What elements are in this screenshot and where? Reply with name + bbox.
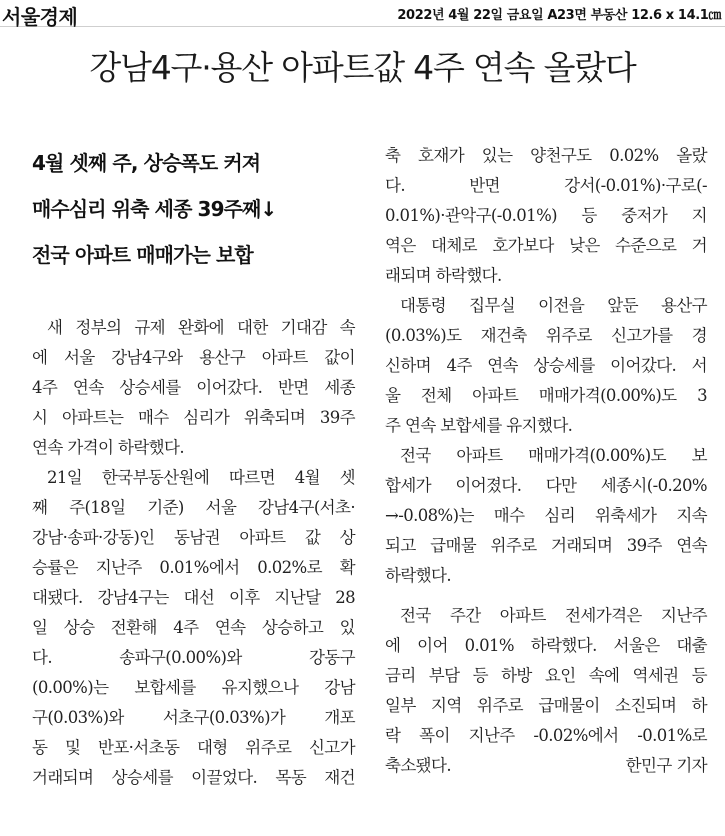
body-line: (0.00%)는 보합세를 유지했으나 강남: [32, 678, 355, 697]
body-line: 에 서울 강남4구와 용산구 아파트 값이: [32, 348, 355, 367]
body-line: 금리 부담 등 하방 요인 속에 역세권 등: [385, 666, 707, 685]
body-line: 승률은 지난주 0.01%에서 0.02%로 확: [32, 558, 355, 577]
body-line: 신하며 4주 연속 상승세를 이어갔다. 서: [385, 356, 707, 375]
body-line: 4주 연속 상승세를 이어갔다. 반면 세종: [32, 378, 355, 397]
body-line: 전국 주간 아파트 전세가격은 지난주: [400, 606, 707, 625]
body-line: 강남·송파·강동)인 동남권 아파트 값 상: [32, 528, 355, 547]
body-line: 다. 반면 강서(-0.01%)·구로(-: [385, 176, 707, 195]
body-line: →-0.08%)는 매수 심리 위축세가 지속: [385, 506, 707, 525]
subhead-3: 전국 아파트 매매가는 보합: [32, 243, 253, 267]
body-line: 래되며 하락했다.: [385, 266, 502, 285]
body-line: 새 정부의 규제 완화에 대한 기대감 속: [47, 318, 355, 337]
body-line: 구(0.03%)와 서초구(0.03%)가 개포: [32, 708, 355, 727]
byline: 한민구 기자: [625, 756, 707, 775]
body-line: 동 및 반포·서초동 대형 위주로 신고가: [32, 738, 355, 757]
subhead-1: 4월 셋째 주, 상승폭도 커져: [32, 151, 261, 175]
body-line: 거래되며 상승세를 이끌었다. 목동 재건: [32, 768, 355, 787]
body-line: 되고 급매물 위주로 거래되며 39주 연속: [385, 536, 707, 555]
body-line: 다. 송파구(0.00%)와 강동구: [32, 648, 355, 667]
body-line: 째 주(18일 기준) 서울 강남4구(서초·: [32, 498, 355, 517]
body-line: 락 폭이 지난주 -0.02%에서 -0.01%로: [385, 726, 707, 745]
body-line: 주 연속 보합세를 유지했다.: [385, 416, 573, 435]
body-line: 0.01%)·관악구(-0.01%) 등 중저가 지: [385, 206, 707, 225]
body-line: 합세가 이어졌다. 다만 세종시(-0.20%: [385, 476, 707, 495]
body-line: 울 전체 아파트 매매가격(0.00%)도 3: [385, 386, 707, 405]
body-line: 축소됐다.: [385, 756, 452, 775]
body-line: 에 이어 0.01% 하락했다. 서울은 대출: [385, 636, 707, 655]
body-line: 하락했다.: [385, 566, 452, 585]
body-line: (0.03%)도 재건축 위주로 신고가를 경: [385, 326, 707, 345]
headline: 강남4구·용산 아파트값 4주 연속 올랐다: [89, 48, 636, 87]
body-line: 21일 한국부동산원에 따르면 4월 셋: [47, 468, 355, 487]
publication-info: 2022년 4월 22일 금요일 A23면 부동산 12.6 x 14.1㎝: [397, 8, 721, 23]
body-line: 역은 대체로 호가보다 낮은 수준으로 거: [385, 236, 707, 255]
body-line: 연속 가격이 하락했다.: [32, 438, 184, 457]
body-line: 축 호재가 있는 양천구도 0.02% 올랐: [385, 146, 707, 165]
masthead: [0, 0, 725, 27]
body-line: 대됐다. 강남4구는 대선 이후 지난달 28: [32, 588, 355, 607]
body-line: 시 아파트는 매수 심리가 위축되며 39주: [32, 408, 355, 427]
body-line: 대통령 집무실 이전을 앞둔 용산구: [400, 296, 707, 315]
newspaper-name: 서울경제: [2, 5, 78, 29]
subhead-2: 매수심리 위축 세종 39주째↓: [32, 197, 277, 221]
body-line: 전국 아파트 매매가격(0.00%)도 보: [400, 446, 707, 465]
body-line: 일부 지역 위주로 급매물이 소진되며 하: [385, 696, 707, 715]
body-line: 일 상승 전환해 4주 연속 상승하고 있: [32, 618, 355, 637]
